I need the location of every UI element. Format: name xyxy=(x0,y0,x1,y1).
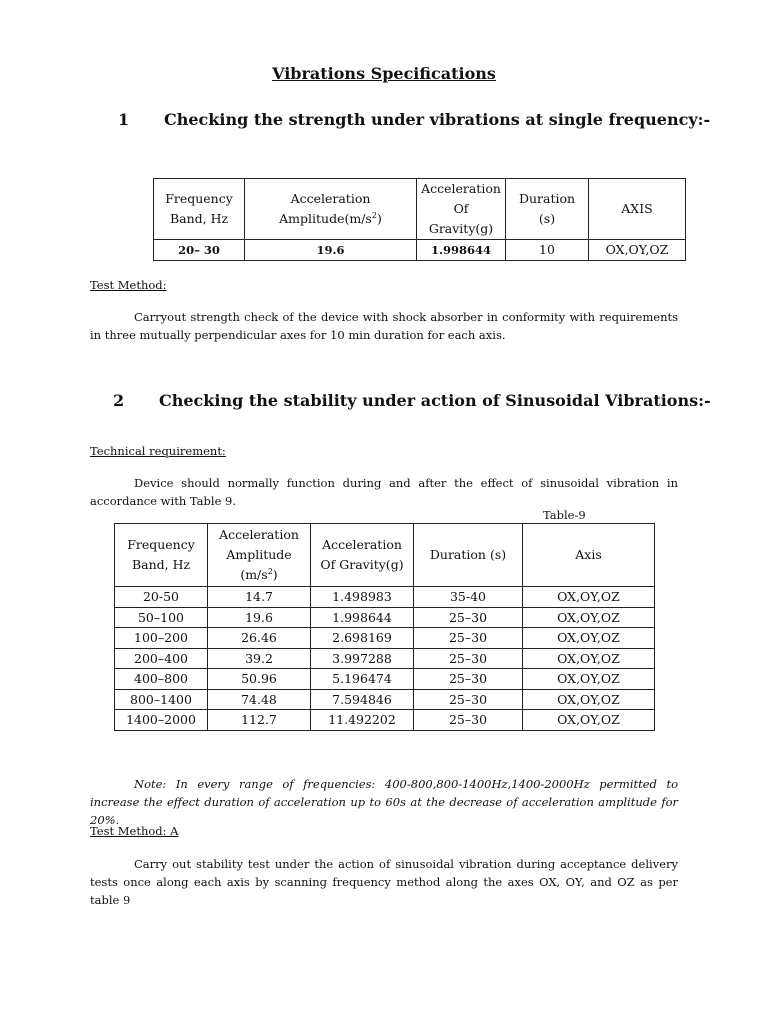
table-row xyxy=(115,607,655,628)
cell-acceleration-amplitude: 19.6 xyxy=(245,240,417,261)
cell-duration: 25–30 xyxy=(414,689,523,710)
header-axis: Axis xyxy=(523,524,655,587)
cell-acceleration-amplitude: 74.48 xyxy=(208,689,311,710)
technical-requirement-text: Device should normally function during and after the effect of sinusoidal vibration in accordance with Table 9. xyxy=(90,476,678,508)
table-9 xyxy=(114,523,655,731)
cell-axis: OX,OY,OZ xyxy=(523,587,655,608)
cell-duration: 10 xyxy=(506,240,589,261)
cell-acceleration-gravity: 5.196474 xyxy=(311,669,414,690)
cell-duration: 25–30 xyxy=(414,669,523,690)
header-duration: Duration (s) xyxy=(414,524,523,587)
test-method-label: Test Method: xyxy=(90,278,167,292)
section-1-number: 1 xyxy=(118,110,130,129)
cell-duration: 25–30 xyxy=(414,710,523,731)
cell-frequency-band: 200–400 xyxy=(115,648,208,669)
cell-frequency-band: 800–1400 xyxy=(115,689,208,710)
note-text: Note: In every range of frequencies: 400-800,800-1400Hz,1400-2000Hz permitted to increase the effect duration of acceleration up to 60s at the decrease of acceleration amplitude for 20%. xyxy=(90,777,678,827)
test-method-text: Carryout strength check of the device with shock absorber in conformity with requirements in three mutually perpendicular axes for 10 min duration for each axis. xyxy=(90,310,678,342)
header-duration: Duration (s) xyxy=(506,179,589,240)
cell-frequency-band: 400–800 xyxy=(115,669,208,690)
table-row xyxy=(115,710,655,731)
strength-vibration-table xyxy=(153,178,686,261)
cell-acceleration-gravity: 3.997288 xyxy=(311,648,414,669)
cell-acceleration-gravity: 11.492202 xyxy=(311,710,414,731)
cell-duration: 35-40 xyxy=(414,587,523,608)
table-row xyxy=(115,648,655,669)
cell-frequency-band: 100–200 xyxy=(115,628,208,649)
header-acceleration-gravity: Acceleration Of Gravity(g) xyxy=(417,179,506,240)
cell-frequency-band: 20– 30 xyxy=(154,240,245,261)
section-2-title: Checking the stability under action of Sinusoidal Vibrations:- xyxy=(159,391,711,410)
table-caption: Table-9 xyxy=(543,508,586,522)
cell-axis: OX,OY,OZ xyxy=(523,648,655,669)
cell-axis: OX,OY,OZ xyxy=(523,607,655,628)
header-frequency-band: Frequency Band, Hz xyxy=(115,524,208,587)
cell-acceleration-amplitude: 112.7 xyxy=(208,710,311,731)
table-row xyxy=(115,669,655,690)
section-1-title: Checking the strength under vibrations at single frequency:- xyxy=(164,110,711,129)
table-row xyxy=(115,689,655,710)
cell-axis: OX,OY,OZ xyxy=(523,628,655,649)
test-method-a-text: Carry out stability test under the action of sinusoidal vibration during acceptance delivery tests once along each axis by scanning frequency method along the axes OX, OY, and OZ as per table 9 xyxy=(90,857,678,907)
header-acceleration-amplitude: Acceleration Amplitude $(m/s^2)$ xyxy=(208,524,311,587)
table-row xyxy=(154,240,686,261)
section-2-number: 2 xyxy=(113,391,125,410)
table-header-row xyxy=(154,179,686,240)
section-1-heading xyxy=(118,110,710,129)
cell-axis: OX,OY,OZ xyxy=(523,710,655,731)
cell-acceleration-amplitude: 39.2 xyxy=(208,648,311,669)
section-2-heading xyxy=(113,391,711,410)
cell-duration: 25–30 xyxy=(414,607,523,628)
cell-acceleration-gravity: 1.498983 xyxy=(311,587,414,608)
cell-axis: OX,OY,OZ xyxy=(523,689,655,710)
document-title: Vibrations Specifications xyxy=(272,64,496,83)
cell-duration: 25–30 xyxy=(414,628,523,649)
cell-axis: OX,OY,OZ xyxy=(523,669,655,690)
cell-acceleration-gravity: 7.594846 xyxy=(311,689,414,710)
cell-frequency-band: 20-50 xyxy=(115,587,208,608)
table-header-row xyxy=(115,524,655,587)
header-axis: AXIS xyxy=(589,179,686,240)
technical-requirement-label: Technical requirement: xyxy=(90,444,226,458)
test-method-a-label: Test Method: A xyxy=(90,824,179,838)
cell-acceleration-amplitude: 50.96 xyxy=(208,669,311,690)
cell-acceleration-gravity: 1.998644 xyxy=(311,607,414,628)
cell-axis: OX,OY,OZ xyxy=(589,240,686,261)
header-acceleration-amplitude: Acceleration $Amplitude(m/s^2)$ xyxy=(245,179,417,240)
cell-acceleration-amplitude: 19.6 xyxy=(208,607,311,628)
cell-acceleration-gravity: 1.998644 xyxy=(417,240,506,261)
table-row xyxy=(115,587,655,608)
header-acceleration-gravity: Acceleration Of Gravity(g) xyxy=(311,524,414,587)
cell-acceleration-gravity: 2.698169 xyxy=(311,628,414,649)
header-frequency-band: Frequency Band, Hz xyxy=(154,179,245,240)
cell-frequency-band: 50–100 xyxy=(115,607,208,628)
cell-duration: 25–30 xyxy=(414,648,523,669)
table-row xyxy=(115,628,655,649)
cell-frequency-band: 1400–2000 xyxy=(115,710,208,731)
cell-acceleration-amplitude: 14.7 xyxy=(208,587,311,608)
cell-acceleration-amplitude: 26.46 xyxy=(208,628,311,649)
